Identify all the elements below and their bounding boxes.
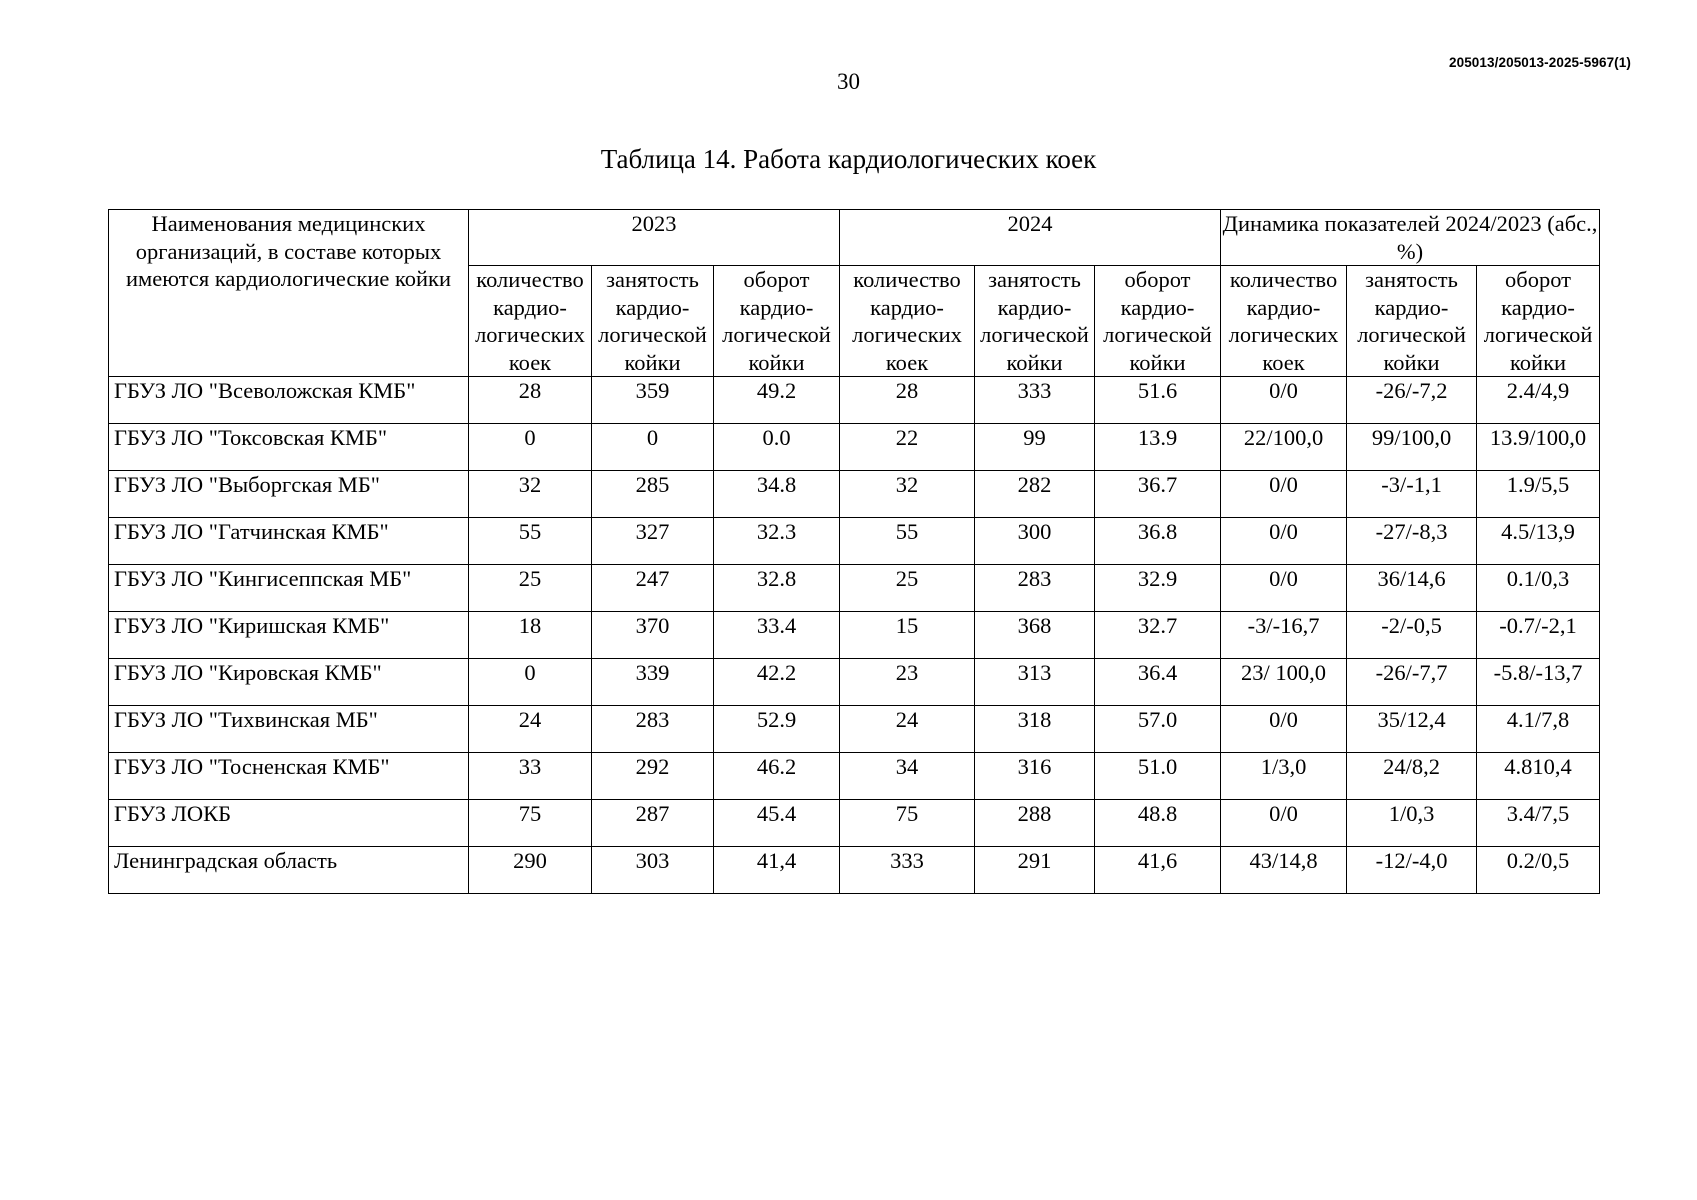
occupancy-2024-cell: 300 xyxy=(975,518,1095,565)
occupancy-dynamics-cell: 1/0,3 xyxy=(1347,800,1477,847)
count-2024-cell: 32 xyxy=(840,471,975,518)
header-turnover-dynamics: оборот кардио-логической койки xyxy=(1477,266,1600,377)
table-row xyxy=(109,424,1600,471)
header-turnover-2023: оборот кардио-логической койки xyxy=(714,266,840,377)
table-row xyxy=(109,471,1600,518)
turnover-2024-cell: 57.0 xyxy=(1095,706,1221,753)
turnover-2023-cell: 32.3 xyxy=(714,518,840,565)
occupancy-2023-cell: 287 xyxy=(592,800,714,847)
occupancy-2024-cell: 313 xyxy=(975,659,1095,706)
org-name-cell: ГБУЗ ЛО "Киришская КМБ" xyxy=(109,612,469,659)
count-dynamics-cell: 1/3,0 xyxy=(1221,753,1347,800)
header-row-groups xyxy=(109,210,1600,266)
turnover-2024-cell: 13.9 xyxy=(1095,424,1221,471)
turnover-2024-cell: 36.8 xyxy=(1095,518,1221,565)
turnover-2023-cell: 33.4 xyxy=(714,612,840,659)
count-2024-cell: 333 xyxy=(840,847,975,894)
count-2024-cell: 55 xyxy=(840,518,975,565)
occupancy-2024-cell: 288 xyxy=(975,800,1095,847)
occupancy-2024-cell: 333 xyxy=(975,377,1095,424)
turnover-2024-cell: 51.6 xyxy=(1095,377,1221,424)
occupancy-dynamics-cell: 35/12,4 xyxy=(1347,706,1477,753)
turnover-2024-cell: 36.7 xyxy=(1095,471,1221,518)
occupancy-2023-cell: 283 xyxy=(592,706,714,753)
occupancy-2023-cell: 247 xyxy=(592,565,714,612)
header-count-dynamics: количество кардио-логических коек xyxy=(1221,266,1347,377)
count-2024-cell: 24 xyxy=(840,706,975,753)
page-number: 30 xyxy=(837,69,860,94)
occupancy-dynamics-cell: -3/-1,1 xyxy=(1347,471,1477,518)
turnover-dynamics-cell: 4.5/13,9 xyxy=(1477,518,1600,565)
org-name-cell: ГБУЗ ЛО "Выборгская МБ" xyxy=(109,471,469,518)
turnover-2023-cell: 34.8 xyxy=(714,471,840,518)
occupancy-2024-cell: 99 xyxy=(975,424,1095,471)
count-2023-cell: 75 xyxy=(469,800,592,847)
table-row xyxy=(109,659,1600,706)
turnover-2024-cell: 51.0 xyxy=(1095,753,1221,800)
count-2023-cell: 18 xyxy=(469,612,592,659)
count-dynamics-cell: 23/ 100,0 xyxy=(1221,659,1347,706)
header-year-2024: 2024 xyxy=(840,210,1221,266)
org-name-cell: ГБУЗ ЛО "Тихвинская МБ" xyxy=(109,706,469,753)
occupancy-2024-cell: 368 xyxy=(975,612,1095,659)
org-name-cell: ГБУЗ ЛО "Тосненская КМБ" xyxy=(109,753,469,800)
count-dynamics-cell: 0/0 xyxy=(1221,565,1347,612)
org-name-cell: ГБУЗ ЛО "Токсовская КМБ" xyxy=(109,424,469,471)
count-2024-cell: 22 xyxy=(840,424,975,471)
count-2023-cell: 28 xyxy=(469,377,592,424)
turnover-dynamics-cell: -5.8/-13,7 xyxy=(1477,659,1600,706)
count-dynamics-cell: 0/0 xyxy=(1221,706,1347,753)
turnover-2023-cell: 41,4 xyxy=(714,847,840,894)
occupancy-2024-cell: 316 xyxy=(975,753,1095,800)
count-2024-cell: 15 xyxy=(840,612,975,659)
turnover-2023-cell: 32.8 xyxy=(714,565,840,612)
turnover-2024-cell: 48.8 xyxy=(1095,800,1221,847)
table-row xyxy=(109,518,1600,565)
org-name-cell: Ленинградская область xyxy=(109,847,469,894)
occupancy-2023-cell: 359 xyxy=(592,377,714,424)
cardiology-beds-table xyxy=(108,209,1600,894)
header-turnover-2024: оборот кардио-логической койки xyxy=(1095,266,1221,377)
count-2023-cell: 25 xyxy=(469,565,592,612)
turnover-2023-cell: 0.0 xyxy=(714,424,840,471)
turnover-dynamics-cell: -0.7/-2,1 xyxy=(1477,612,1600,659)
turnover-2023-cell: 45.4 xyxy=(714,800,840,847)
occupancy-dynamics-cell: -26/-7,7 xyxy=(1347,659,1477,706)
count-2024-cell: 23 xyxy=(840,659,975,706)
table-row-total xyxy=(109,847,1600,894)
header-occupancy-2023: занятость кардио-логической койки xyxy=(592,266,714,377)
turnover-dynamics-cell: 4.1/7,8 xyxy=(1477,706,1600,753)
org-name-cell: ГБУЗ ЛО "Кировская КМБ" xyxy=(109,659,469,706)
turnover-2023-cell: 42.2 xyxy=(714,659,840,706)
turnover-2024-cell: 41,6 xyxy=(1095,847,1221,894)
occupancy-dynamics-cell: 24/8,2 xyxy=(1347,753,1477,800)
occupancy-dynamics-cell: -12/-4,0 xyxy=(1347,847,1477,894)
occupancy-2023-cell: 292 xyxy=(592,753,714,800)
document-id: 205013/205013-2025-5967(1) xyxy=(1448,55,1631,70)
turnover-dynamics-cell: 0.1/0,3 xyxy=(1477,565,1600,612)
turnover-dynamics-cell: 13.9/100,0 xyxy=(1477,424,1600,471)
count-2024-cell: 25 xyxy=(840,565,975,612)
occupancy-2023-cell: 285 xyxy=(592,471,714,518)
occupancy-2023-cell: 303 xyxy=(592,847,714,894)
occupancy-dynamics-cell: -27/-8,3 xyxy=(1347,518,1477,565)
turnover-dynamics-cell: 0.2/0,5 xyxy=(1477,847,1600,894)
count-2023-cell: 55 xyxy=(469,518,592,565)
turnover-2024-cell: 36.4 xyxy=(1095,659,1221,706)
turnover-dynamics-cell: 4.810,4 xyxy=(1477,753,1600,800)
count-2024-cell: 75 xyxy=(840,800,975,847)
occupancy-dynamics-cell: 99/100,0 xyxy=(1347,424,1477,471)
table-row xyxy=(109,800,1600,847)
count-dynamics-cell: 0/0 xyxy=(1221,800,1347,847)
count-dynamics-cell: 0/0 xyxy=(1221,471,1347,518)
occupancy-2023-cell: 370 xyxy=(592,612,714,659)
org-name-cell: ГБУЗ ЛО "Всеволожская КМБ" xyxy=(109,377,469,424)
header-year-2023: 2023 xyxy=(469,210,840,266)
org-name-cell: ГБУЗ ЛО "Гатчинская КМБ" xyxy=(109,518,469,565)
count-2023-cell: 32 xyxy=(469,471,592,518)
count-2024-cell: 28 xyxy=(840,377,975,424)
occupancy-2023-cell: 0 xyxy=(592,424,714,471)
occupancy-2024-cell: 291 xyxy=(975,847,1095,894)
table-row xyxy=(109,565,1600,612)
header-occupancy-2024: занятость кардио-логической койки xyxy=(975,266,1095,377)
count-dynamics-cell: 0/0 xyxy=(1221,377,1347,424)
table-row xyxy=(109,753,1600,800)
count-2023-cell: 290 xyxy=(469,847,592,894)
turnover-2023-cell: 49.2 xyxy=(714,377,840,424)
table-row xyxy=(109,706,1600,753)
occupancy-dynamics-cell: -2/-0,5 xyxy=(1347,612,1477,659)
count-dynamics-cell: 43/14,8 xyxy=(1221,847,1347,894)
turnover-2024-cell: 32.7 xyxy=(1095,612,1221,659)
count-dynamics-cell: 22/100,0 xyxy=(1221,424,1347,471)
table-row xyxy=(109,377,1600,424)
count-dynamics-cell: 0/0 xyxy=(1221,518,1347,565)
count-2023-cell: 24 xyxy=(469,706,592,753)
count-2023-cell: 0 xyxy=(469,659,592,706)
header-count-2024: количество кардио-логических коек xyxy=(840,266,975,377)
occupancy-2024-cell: 282 xyxy=(975,471,1095,518)
occupancy-2024-cell: 318 xyxy=(975,706,1095,753)
header-org-name: Наименования медицинских организаций, в составе которых имеются кардиологические койки xyxy=(109,210,469,377)
org-name-cell: ГБУЗ ЛО "Кингисеппская МБ" xyxy=(109,565,469,612)
count-2023-cell: 0 xyxy=(469,424,592,471)
turnover-dynamics-cell: 1.9/5,5 xyxy=(1477,471,1600,518)
count-dynamics-cell: -3/-16,7 xyxy=(1221,612,1347,659)
occupancy-2024-cell: 283 xyxy=(975,565,1095,612)
turnover-2023-cell: 46.2 xyxy=(714,753,840,800)
occupancy-dynamics-cell: 36/14,6 xyxy=(1347,565,1477,612)
turnover-dynamics-cell: 2.4/4,9 xyxy=(1477,377,1600,424)
header-dynamics: Динамика показателей 2024/2023 (абс., %) xyxy=(1221,210,1600,266)
turnover-2024-cell: 32.9 xyxy=(1095,565,1221,612)
occupancy-2023-cell: 327 xyxy=(592,518,714,565)
table-title: Таблица 14. Работа кардиологических коек xyxy=(600,144,1097,174)
occupancy-dynamics-cell: -26/-7,2 xyxy=(1347,377,1477,424)
turnover-2023-cell: 52.9 xyxy=(714,706,840,753)
turnover-dynamics-cell: 3.4/7,5 xyxy=(1477,800,1600,847)
header-occupancy-dynamics: занятость кардио-логической койки xyxy=(1347,266,1477,377)
count-2024-cell: 34 xyxy=(840,753,975,800)
count-2023-cell: 33 xyxy=(469,753,592,800)
table-row xyxy=(109,612,1600,659)
header-count-2023: количество кардио-логических коек xyxy=(469,266,592,377)
occupancy-2023-cell: 339 xyxy=(592,659,714,706)
org-name-cell: ГБУЗ ЛОКБ xyxy=(109,800,469,847)
